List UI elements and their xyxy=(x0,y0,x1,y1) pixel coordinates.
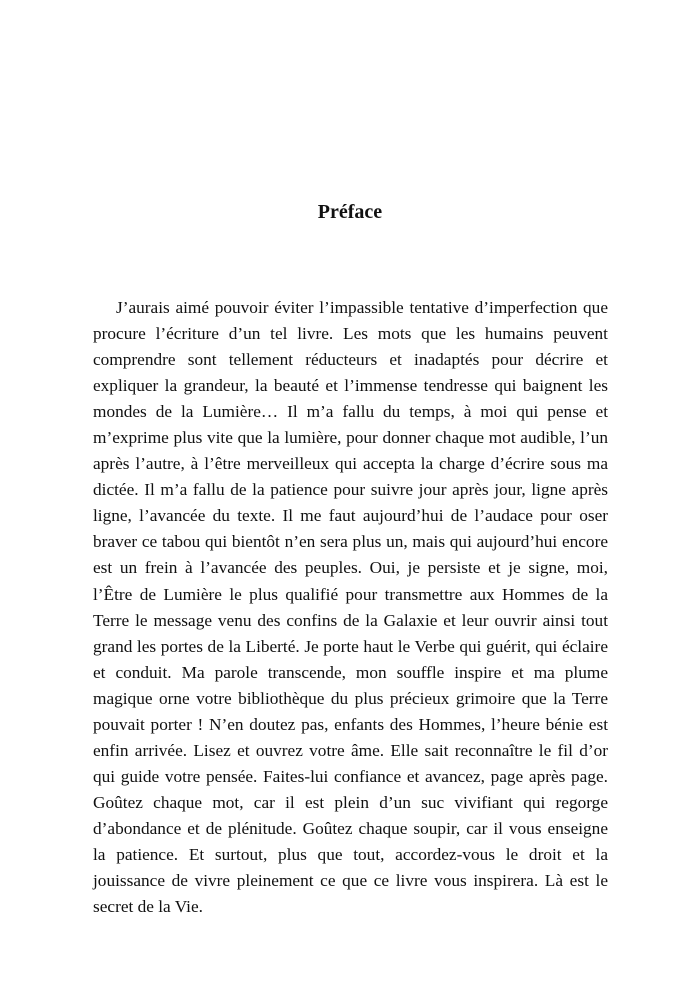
preface-paragraph: J’aurais aimé pouvoir éviter l’impassible tentative d’imperfection que procure l’écriture d’un tel livre. Les mots que les humains peuvent comprendre sont tellement réducteurs et inadaptés pour décrire et expliquer la grandeur, la beauté et l’immense tendresse qui baignent les mondes de la Lumière… Il m’a fallu du temps, à moi qui pense et m’exprime plus vite que la lumière, pour donner chaque mot audible, l’un après l’autre, à l’être merveilleux qui accepta la charge d’écrire sous ma dictée. Il m’a fallu de la patience pour suivre jour après jour, ligne après ligne, l’avancée du texte. Il me faut aujourd’hui de l’audace pour oser braver ce tabou qui bientôt n’en sera plus un, mais qui aujourd’hui encore est un frein à l’avancée des peuples. Oui, je persiste et je signe, moi, l’Être de Lumière le plus qualifié pour transmettre aux Hommes de la Terre le message venu des confins de la Galaxie et leur ouvrir ainsi tout grand les portes de la Liberté. Je porte haut le Verbe qui guérit, qui éclaire et conduit. Ma parole transcende, mon souffle inspire et ma plume magique orne votre bibliothèque du plus précieux grimoire que la Terre pouvait porter ! N’en doutez pas, enfants des Hommes, l’heure bénie est enfin arrivée. Lisez et ouvrez votre âme. Elle sait reconnaître le fil d’or qui guide votre pensée. Faites-lui confiance et avancez, page après page. Goûtez chaque mot, car il est plein d’un suc vivifiant qui regorge d’abondance et de plénitude. Goûtez chaque soupir, car il vous enseigne la patience. Et surtout, plus que tout, accordez-vous le droit et la jouissance de vivre pleinement ce que ce livre vous inspirera. Là est le secret de la Vie. xyxy=(93,298,608,917)
chapter-title: Préface xyxy=(317,201,383,223)
